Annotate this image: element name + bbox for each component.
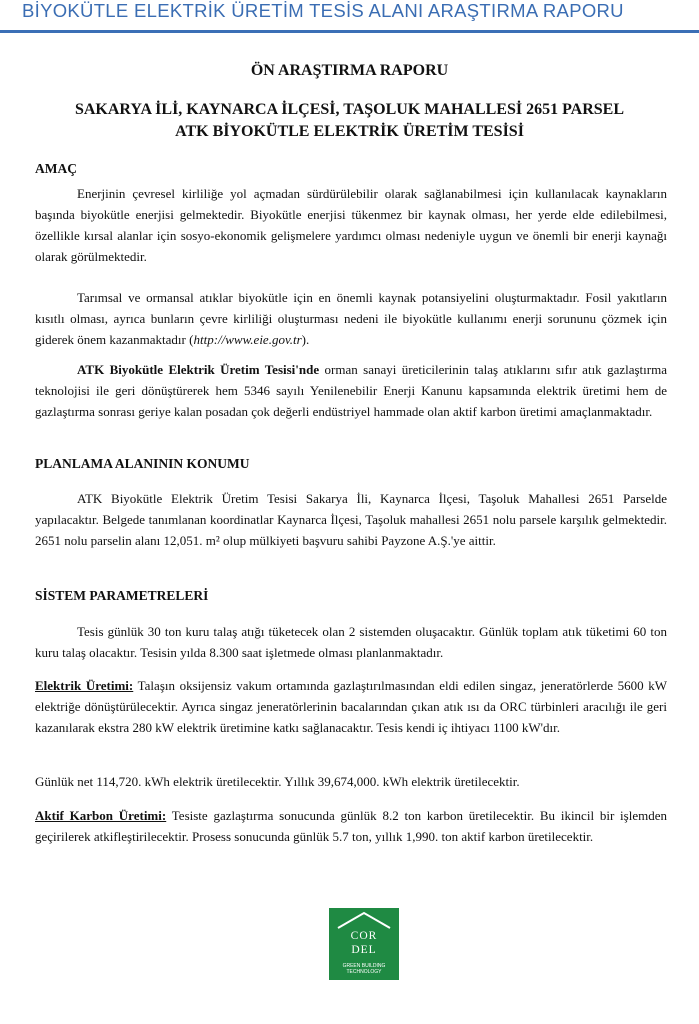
aktif-karbon-label: Aktif Karbon Üretimi: <box>35 808 167 823</box>
section-heading-konum: PLANLAMA ALANININ KONUMU <box>35 456 250 471</box>
project-title-line-1: SAKARYA İLİ, KAYNARCA İLÇESİ, TAŞOLUK MAHALLESİ 2651 PARSEL <box>74 101 625 118</box>
section-heading-sistem: SİSTEM PARAMETRELERİ <box>35 588 209 603</box>
amac-paragraph-1: Enerjinin çevresel kirliliğe yol açmadan sürdürülebilir olarak sağlanabilmesi için kullanılacak kaynakların başında biyokütle enerjisi gelmektedir. Biyokütle enerjisi tükenmez bir kaynak olması, her yerde elde edilebilmesi, özellikle kırsal alanlar için sosyo-ekonomik gelişmelere yardımcı olması nedeniyle uygun ve önemli bir enerji kaynağı olarak görülmektedir. <box>35 186 667 264</box>
logo-subtitle-1: GREEN BUILDING <box>342 963 386 969</box>
logo-word-cor: COR <box>350 930 378 942</box>
cordel-logo <box>329 908 399 980</box>
amac-paragraph-3-bold: ATK Biyokütle Elektrik Üretim Tesisi'nde <box>77 362 320 377</box>
amac-paragraph-2-text: Tarımsal ve ormansal atıklar biyokütle için en önemli kaynak potansiyelini oluşturmaktadır. Fosil yakıtların kısıtlı olması, ayrıca bunların çevre kirliliği oluşturması nedeni ile biyokütle kullanımı enerji sorununu çözmek için giderek önem kazanmaktadır ( <box>35 290 667 347</box>
elektrik-uretimi-label: Elektrik Üretimi: <box>35 678 134 693</box>
section-heading-amac: AMAÇ <box>35 161 77 176</box>
report-title: ÖN ARAŞTIRMA RAPORU <box>250 62 449 79</box>
elektrik-uretimi-paragraph <box>35 675 667 738</box>
amac-paragraph-2 <box>35 287 667 350</box>
amac-paragraph-2-end: ). <box>301 332 310 347</box>
elektrik-uretimi-text: Talaşın oksijensiz vakum ortamında gazlaştırılmasından eldi edilen singaz, jeneratörlerde 5600 kW elektriğe dönüştürülecektir. Ayrıca singaz jeneratörlerinin bacalarından çıkan atık ısı da ORC türbinleri aracılığı ile geri kazanılarak ekstra 280 kW elektrik üretimine katkı sağlanacaktır. Tesis kendi iç ihtiyacı 1100 kW'dır. <box>35 678 667 735</box>
konum-paragraph: ATK Biyokütle Elektrik Üretim Tesisi Sakarya İli, Kaynarca İlçesi, Taşoluk Mahallesi 2651 Parselde yapılacaktır. Belgede tanımlanan koordinatlar Kaynarca İlçesi, Taşoluk mahallesi 2651 nolu parsele karşılık gelmektedir. 2651 nolu parselin alanı 12,051. m² olup mülkiyeti başvuru sahibi Payzone A.Ş.'ye aittir. <box>35 491 667 548</box>
project-title-line-2: ATK BİYOKÜTLE ELEKTRİK ÜRETİM TESİSİ <box>175 123 524 140</box>
logo-subtitle-2: TECHNOLOGY <box>346 969 382 975</box>
eie-link[interactable]: http://www.eie.gov.tr <box>193 332 302 347</box>
page-header <box>0 0 699 33</box>
amac-paragraph-3 <box>35 359 667 422</box>
amac-paragraph-3-text: orman sanayi üreticilerinin talaş atıklarını sıfır atık gazlaştırma teknolojisi ile geri dönüştürerek hem 5346 sayılı Yenilenebilir Enerji Kanunu kapsamında elektrik üretimi hem de gazlaştırma sonrası geriye kalan posadan çok değerli endüstriyel hammade olan aktif karbon üretimi amaçlanmaktadır. <box>35 362 667 419</box>
header-title: BİYOKÜTLE ELEKTRİK ÜRETİM TESİS ALANI ARAŞTIRMA RAPORU <box>22 0 624 21</box>
net-production-line: Günlük net 114,720. kWh elektrik üretilecektir. Yıllık 39,674,000. kWh elektrik üretilecektir. <box>35 774 520 789</box>
logo-word-del: DEL <box>351 944 377 956</box>
sistem-paragraph-1: Tesis günlük 30 ton kuru talaş atığı tüketecek olan 2 sistemden oluşacaktır. Günlük toplam atık tüketimi 60 ton kuru talaş olacaktır. Tesisin yılda 8.300 saat işletmede olması planlanmaktadır. <box>35 624 667 660</box>
aktif-karbon-text: Tesiste gazlaştırma sonucunda günlük 8.2 ton karbon üretilecektir. Bu ikincil bir işlemden geçirilerek atkifleştirilecektir. Prosess sonucunda günlük 5.7 ton, yıllık 1,990. ton aktif karbon üretilecektir. <box>35 808 667 844</box>
aktif-karbon-paragraph <box>35 805 667 847</box>
